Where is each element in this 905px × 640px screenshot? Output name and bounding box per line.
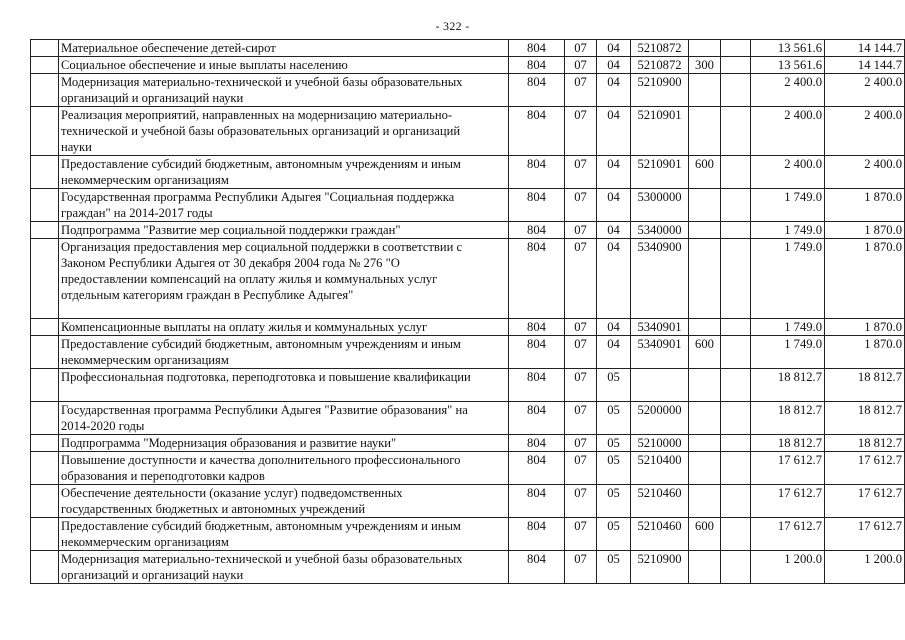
table-row [31, 369, 905, 402]
code-section: 804 [509, 222, 565, 239]
row-name-line: Государственная программа Республики Адыгея "Социальная поддержка [61, 190, 455, 204]
row-name [59, 57, 509, 74]
code-section: 804 [509, 336, 565, 369]
code-section: 804 [509, 40, 565, 57]
code-chapter: 07 [565, 40, 597, 57]
code-expense-type: 600 [689, 156, 721, 189]
code-section: 804 [509, 518, 565, 551]
empty-cell [721, 518, 751, 551]
row-margin-cell [31, 40, 59, 57]
code-section: 804 [509, 485, 565, 518]
code-section: 804 [509, 107, 565, 156]
table-row [31, 518, 905, 551]
amount-year-1: 18 812.7 [751, 435, 825, 452]
amount-year-1: 2 400.0 [751, 156, 825, 189]
code-chapter: 07 [565, 107, 597, 156]
code-subchapter: 05 [597, 435, 631, 452]
row-name-line: Подпрограмма "Развитие мер социальной поддержки граждан" [61, 223, 401, 237]
code-expense-type: 600 [689, 336, 721, 369]
row-name [59, 336, 509, 369]
row-name-line: некоммерческим организациям [61, 353, 229, 367]
code-chapter: 07 [565, 189, 597, 222]
amount-year-2: 18 812.7 [825, 402, 905, 435]
row-margin-cell [31, 222, 59, 239]
row-name-line: технической и учебной базы образовательных организаций и организаций [61, 124, 461, 138]
row-name [59, 156, 509, 189]
amount-year-1: 17 612.7 [751, 485, 825, 518]
code-target: 5210872 [631, 40, 689, 57]
code-expense-type [689, 189, 721, 222]
amount-year-1: 17 612.7 [751, 452, 825, 485]
budget-table [30, 39, 905, 584]
code-subchapter: 05 [597, 551, 631, 584]
row-margin-cell [31, 239, 59, 319]
code-subchapter: 05 [597, 485, 631, 518]
code-expense-type [689, 435, 721, 452]
code-target: 5340000 [631, 222, 689, 239]
code-target: 5340901 [631, 319, 689, 336]
table-row [31, 435, 905, 452]
row-name [59, 319, 509, 336]
table-row [31, 336, 905, 369]
row-name-line: образования и переподготовки кадров [61, 469, 265, 483]
code-subchapter: 04 [597, 107, 631, 156]
row-name [59, 518, 509, 551]
row-name-line: Модернизация материально-технической и учебной базы образовательных [61, 75, 463, 89]
row-name [59, 551, 509, 584]
amount-year-2: 1 870.0 [825, 222, 905, 239]
amount-year-2: 17 612.7 [825, 518, 905, 551]
empty-cell [721, 336, 751, 369]
amount-year-2: 2 400.0 [825, 74, 905, 107]
amount-year-1: 13 561.6 [751, 40, 825, 57]
row-margin-cell [31, 369, 59, 402]
code-target: 5300000 [631, 189, 689, 222]
row-margin-cell [31, 485, 59, 518]
row-name-line: Предоставление субсидий бюджетным, автономным учреждениям и иным [61, 157, 461, 171]
code-subchapter: 04 [597, 57, 631, 74]
code-section: 804 [509, 57, 565, 74]
amount-year-2: 18 812.7 [825, 435, 905, 452]
code-chapter: 07 [565, 57, 597, 74]
amount-year-1: 1 749.0 [751, 319, 825, 336]
row-name [59, 369, 509, 402]
row-name [59, 40, 509, 57]
code-section: 804 [509, 319, 565, 336]
code-chapter: 07 [565, 156, 597, 189]
empty-cell [721, 74, 751, 107]
table-row [31, 452, 905, 485]
row-name-line: Материальное обеспечение детей-сирот [61, 41, 276, 55]
row-margin-cell [31, 402, 59, 435]
row-name-line: отдельным категориям граждан в Республике Адыгея" [61, 288, 354, 302]
row-name [59, 74, 509, 107]
amount-year-2: 17 612.7 [825, 452, 905, 485]
amount-year-1: 2 400.0 [751, 74, 825, 107]
code-expense-type [689, 40, 721, 57]
row-name-line: организаций и организаций науки [61, 91, 244, 105]
code-target: 5340901 [631, 336, 689, 369]
amount-year-1: 1 749.0 [751, 336, 825, 369]
code-target: 5210000 [631, 435, 689, 452]
amount-year-2: 1 870.0 [825, 189, 905, 222]
code-expense-type [689, 74, 721, 107]
row-name-line: Законом Республики Адыгея от 30 декабря 2004 года № 276 "О [61, 256, 400, 270]
row-name-line: Подпрограмма "Модернизация образования и развитие науки" [61, 436, 397, 450]
code-chapter: 07 [565, 319, 597, 336]
table-row [31, 74, 905, 107]
row-margin-cell [31, 189, 59, 222]
empty-cell [721, 319, 751, 336]
row-name-line: Реализация мероприятий, направленных на модернизацию материально- [61, 108, 453, 122]
code-expense-type [689, 402, 721, 435]
row-margin-cell [31, 107, 59, 156]
table-row [31, 107, 905, 156]
row-name-line: Повышение доступности и качества дополнительного профессионального [61, 453, 461, 467]
amount-year-1: 18 812.7 [751, 402, 825, 435]
code-section: 804 [509, 239, 565, 319]
amount-year-2: 17 612.7 [825, 485, 905, 518]
row-margin-cell [31, 336, 59, 369]
row-name [59, 189, 509, 222]
empty-cell [721, 239, 751, 319]
row-name [59, 239, 509, 319]
table-row [31, 485, 905, 518]
code-chapter: 07 [565, 551, 597, 584]
code-chapter: 07 [565, 452, 597, 485]
row-name-line: Обеспечение деятельности (оказание услуг) подведомственных [61, 486, 403, 500]
row-name [59, 452, 509, 485]
row-margin-cell [31, 435, 59, 452]
amount-year-1: 2 400.0 [751, 107, 825, 156]
code-subchapter: 04 [597, 336, 631, 369]
code-chapter: 07 [565, 435, 597, 452]
code-target [631, 369, 689, 402]
amount-year-2: 1 200.0 [825, 551, 905, 584]
code-subchapter: 04 [597, 319, 631, 336]
code-chapter: 07 [565, 74, 597, 107]
empty-cell [721, 107, 751, 156]
code-expense-type [689, 107, 721, 156]
code-expense-type [689, 222, 721, 239]
row-margin-cell [31, 518, 59, 551]
code-target: 5210400 [631, 452, 689, 485]
code-subchapter: 05 [597, 518, 631, 551]
empty-cell [721, 452, 751, 485]
amount-year-1: 1 749.0 [751, 239, 825, 319]
table-row [31, 57, 905, 74]
amount-year-1: 13 561.6 [751, 57, 825, 74]
code-expense-type [689, 452, 721, 485]
row-margin-cell [31, 156, 59, 189]
row-name-line: Предоставление субсидий бюджетным, автономным учреждениям и иным [61, 337, 461, 351]
amount-year-1: 1 200.0 [751, 551, 825, 584]
row-name-line: организаций и организаций науки [61, 568, 244, 582]
row-name-line: Государственная программа Республики Адыгея "Развитие образования" на [61, 403, 468, 417]
code-target: 5200000 [631, 402, 689, 435]
code-expense-type [689, 319, 721, 336]
row-margin-cell [31, 74, 59, 107]
code-subchapter: 04 [597, 74, 631, 107]
empty-cell [721, 156, 751, 189]
code-section: 804 [509, 189, 565, 222]
amount-year-2: 2 400.0 [825, 156, 905, 189]
code-section: 804 [509, 156, 565, 189]
code-target: 5210900 [631, 74, 689, 107]
code-chapter: 07 [565, 402, 597, 435]
code-section: 804 [509, 551, 565, 584]
row-name-line: науки [61, 140, 92, 154]
row-margin-cell [31, 57, 59, 74]
code-expense-type [689, 239, 721, 319]
code-target: 5210460 [631, 518, 689, 551]
code-section: 804 [509, 74, 565, 107]
empty-cell [721, 369, 751, 402]
code-subchapter: 04 [597, 156, 631, 189]
code-target: 5210901 [631, 107, 689, 156]
row-name [59, 222, 509, 239]
amount-year-1: 17 612.7 [751, 518, 825, 551]
table-row [31, 222, 905, 239]
code-subchapter: 04 [597, 222, 631, 239]
table-row [31, 40, 905, 57]
code-target: 5210901 [631, 156, 689, 189]
row-name-line: некоммерческим организациям [61, 535, 229, 549]
page-number: - 322 - [435, 19, 470, 33]
code-chapter: 07 [565, 222, 597, 239]
code-expense-type: 300 [689, 57, 721, 74]
table-body [31, 40, 905, 584]
row-name [59, 402, 509, 435]
empty-cell [721, 551, 751, 584]
code-chapter: 07 [565, 369, 597, 402]
row-name [59, 435, 509, 452]
row-name-line: Предоставление субсидий бюджетным, автономным учреждениям и иным [61, 519, 461, 533]
amount-year-1: 1 749.0 [751, 222, 825, 239]
row-name-line: предоставлении компенсаций на оплату жилья и коммунальных услуг [61, 272, 438, 286]
amount-year-2: 14 144.7 [825, 40, 905, 57]
code-target: 5210460 [631, 485, 689, 518]
empty-cell [721, 485, 751, 518]
row-margin-cell [31, 452, 59, 485]
code-expense-type: 600 [689, 518, 721, 551]
code-expense-type [689, 369, 721, 402]
empty-cell [721, 222, 751, 239]
row-name-line: некоммерческим организациям [61, 173, 229, 187]
table-row [31, 156, 905, 189]
code-chapter: 07 [565, 518, 597, 551]
code-subchapter: 04 [597, 40, 631, 57]
code-subchapter: 04 [597, 239, 631, 319]
row-name-line: 2014-2020 годы [61, 419, 145, 433]
amount-year-2: 18 812.7 [825, 369, 905, 402]
row-margin-cell [31, 551, 59, 584]
row-name [59, 485, 509, 518]
empty-cell [721, 189, 751, 222]
empty-cell [721, 40, 751, 57]
code-subchapter: 04 [597, 189, 631, 222]
code-section: 804 [509, 435, 565, 452]
table-row [31, 189, 905, 222]
amount-year-2: 2 400.0 [825, 107, 905, 156]
code-target: 5210900 [631, 551, 689, 584]
table-row [31, 551, 905, 584]
code-subchapter: 05 [597, 369, 631, 402]
code-expense-type [689, 485, 721, 518]
empty-cell [721, 402, 751, 435]
row-name-line: Компенсационные выплаты на оплату жилья и коммунальных услуг [61, 320, 428, 334]
empty-cell [721, 435, 751, 452]
row-name [59, 107, 509, 156]
code-subchapter: 05 [597, 452, 631, 485]
code-target: 5210872 [631, 57, 689, 74]
table-row [31, 319, 905, 336]
code-target: 5340900 [631, 239, 689, 319]
code-section: 804 [509, 369, 565, 402]
code-subchapter: 05 [597, 402, 631, 435]
code-chapter: 07 [565, 485, 597, 518]
row-name-line: граждан" на 2014-2017 годы [61, 206, 213, 220]
amount-year-2: 1 870.0 [825, 336, 905, 369]
amount-year-2: 14 144.7 [825, 57, 905, 74]
row-name-line: Профессиональная подготовка, переподготовка и повышение квалификации [61, 370, 471, 384]
row-name-line: государственных бюджетных и автономных учреждений [61, 502, 366, 516]
amount-year-1: 18 812.7 [751, 369, 825, 402]
amount-year-2: 1 870.0 [825, 239, 905, 319]
row-name-line: Социальное обеспечение и иные выплаты населению [61, 58, 348, 72]
table-row [31, 402, 905, 435]
amount-year-2: 1 870.0 [825, 319, 905, 336]
amount-year-1: 1 749.0 [751, 189, 825, 222]
code-chapter: 07 [565, 239, 597, 319]
row-margin-cell [31, 319, 59, 336]
code-expense-type [689, 551, 721, 584]
empty-cell [721, 57, 751, 74]
table-row [31, 239, 905, 319]
row-name-line: Модернизация материально-технической и учебной базы образовательных [61, 552, 463, 566]
code-section: 804 [509, 402, 565, 435]
row-name-line: Организация предоставления мер социальной поддержки в соответствии с [61, 240, 463, 254]
code-section: 804 [509, 452, 565, 485]
code-chapter: 07 [565, 336, 597, 369]
